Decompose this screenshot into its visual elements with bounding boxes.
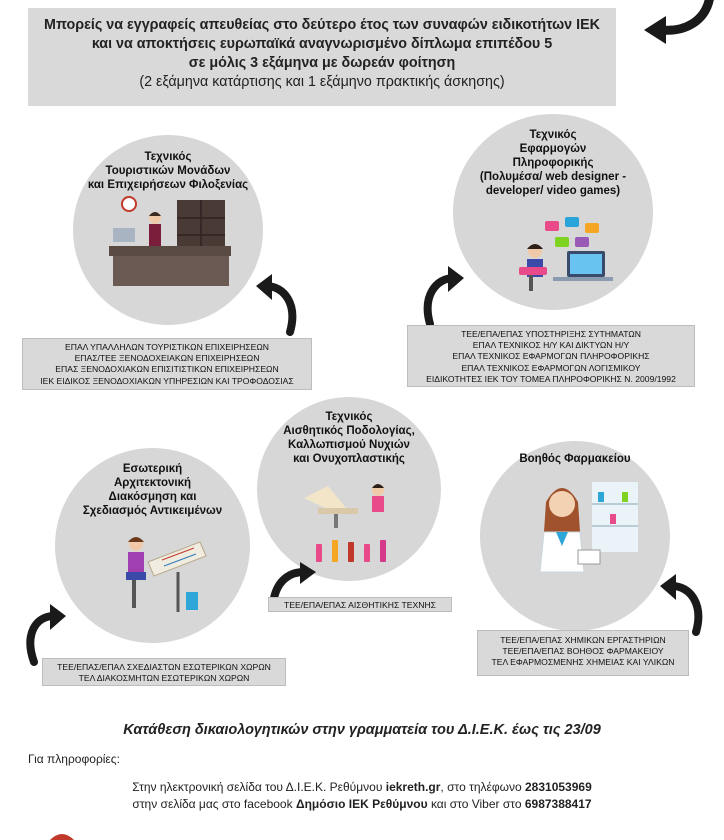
list-item: ΕΠΑΣ/ΤΕΕ ΞΕΝΟΔΟΧΕΙΑΚΩΝ ΕΠΙΧΕΙΡΗΣΕΩΝ <box>74 353 260 364</box>
list-item: ΕΠΑΛ ΤΕΧΝΙΚΟΣ Η/Υ ΚΑΙ ΔΙΚΤΥΩΝ Η/Υ <box>472 340 630 351</box>
hotel-reception-illustration <box>105 190 235 290</box>
list-item: ΤΕΛ ΕΦΑΡΜΟΣΜΕΝΗΣ ΧΗΜΕΙΑΣ ΚΑΙ ΥΛΙΚΩΝ <box>491 657 675 668</box>
interior-title-line: Διακόσμηση και <box>108 491 197 503</box>
tourism-title-line: και Επιχειρήσεων Φιλοξενίας <box>87 179 249 191</box>
pharmacy-list <box>477 630 689 676</box>
header-box <box>28 8 616 106</box>
curved-arrow-icon <box>268 562 318 602</box>
beauty-title <box>257 410 441 466</box>
it-title-line: developer/ video games) <box>485 185 621 197</box>
facebook-page-link[interactable]: Δημόσιο ΙΕΚ Ρεθύμνου <box>295 797 428 811</box>
list-item: ΤΕΕ/ΕΠΑΣ/ΕΠΑΛ ΣΧΕΔΙΑΣΤΩΝ ΕΣΩΤΕΡΙΚΩΝ ΧΩΡΩΝ <box>57 662 271 672</box>
list-item: ΕΠΑΛ ΤΕΧΝΙΚΟΣ ΕΦΑΡΜΟΓΩΝ ΠΛΗΡΟΦΟΡΙΚΗΣ <box>452 351 650 362</box>
list-item: ΕΠΑΛ ΤΕΧΝΙΚΟΣ ΕΦΑΡΜΟΓΩΝ ΛΟΓΙΣΜΙΚΟΥ <box>461 362 641 373</box>
header-line-4: (2 εξάμηνα κατάρτισης και 1 εξάμηνο πρακτικής άσκησης) <box>139 74 505 90</box>
interior-title <box>55 462 250 518</box>
interior-title-line: Σχεδιασμός Αντικειμένων <box>82 505 223 517</box>
beauty-title-line: και Ονυχοπλαστικής <box>293 453 405 465</box>
curved-arrow-icon <box>254 270 302 336</box>
beauty-title-line: Τεχνικός <box>325 411 373 423</box>
tourism-list <box>22 338 312 390</box>
header-line-3: σε μόλις 3 εξάμηνα με δωρεάν φοίτηση <box>188 55 456 71</box>
beauty-title-line: Καλλωπισμού Νυχιών <box>288 439 410 451</box>
interior-title-line: Αρχιτεκτονική <box>113 477 192 489</box>
it-title-line: (Πολυμέσα/ web designer - <box>479 171 627 183</box>
info-label: Για πληροφορίες: <box>28 752 120 766</box>
header-line-1: Μπορείς να εγγραφείς απευθείας στο δεύτερο έτος των συναφών ειδικοτήτων ΙΕΚ <box>44 17 600 33</box>
contact-line-2 <box>0 797 724 811</box>
list-item: ΕΙΔΙΚΟΤΗΤΕΣ ΙΕΚ ΤΟΥ ΤΟΜΕΑ ΠΛΗΡΟΦΟΡΙΚΗΣ Ν. 2009/1992 <box>426 373 676 384</box>
list-item: ΤΕΕ/ΕΠΑ/ΕΠΑΣ ΑΙΣΘΗΤΙΚΗΣ ΤΕΧΝΗΣ <box>284 600 436 610</box>
it-list <box>407 325 695 387</box>
beauty-list <box>268 597 452 612</box>
it-title <box>453 128 653 198</box>
pharmacy-title <box>480 452 670 466</box>
interior-title-line: Εσωτερική <box>122 463 183 475</box>
it-title-line: Εφαρμογών <box>519 143 587 155</box>
interior-list <box>42 658 286 686</box>
tourism-title-line: Τεχνικός <box>144 151 192 163</box>
list-item: ΙΕΚ ΕΙΔΙΚΟΣ ΞΕΝΟΔΟΧΙΑΚΩΝ ΥΠΗΡΕΣΙΩΝ ΚΑΙ ΤΡΟΦΟΔΟΣΙΑΣ <box>40 375 294 386</box>
list-item: ΤΕΛ ΔΙΑΚΟΣΜΗΤΩΝ ΕΣΩΤΕΡΙΚΩΝ ΧΩΡΩΝ <box>78 673 250 684</box>
website-link[interactable]: iekreth.gr <box>385 780 441 794</box>
tourism-title <box>73 150 263 192</box>
curved-arrow-icon <box>658 570 708 636</box>
beauty-title-line: Αισθητικός Ποδολογίας, <box>283 425 415 437</box>
contact-line-1 <box>0 780 724 794</box>
tourism-title-line: Τουριστικών Μονάδων <box>105 165 231 177</box>
nail-salon-illustration <box>298 468 408 568</box>
it-title-line: Τεχνικός <box>529 129 577 141</box>
phone-prefix: , στο τηλέφωνο <box>440 780 525 794</box>
pharmacist-illustration <box>522 472 642 582</box>
phone-number[interactable]: 2831053969 <box>525 780 592 794</box>
architect-desk-illustration <box>104 522 214 622</box>
list-item: ΤΕΕ/ΕΠΑ/ΕΠΑΣ ΥΠΟΣΤΗΡΙΞΗΣ ΣΥΤΗΜΑΤΩΝ <box>461 329 641 339</box>
facebook-prefix: στην σελίδα μας στο facebook <box>132 797 296 811</box>
viber-number[interactable]: 6987388417 <box>524 797 592 811</box>
deadline-text: Κατάθεση δικαιολογητικών στην γραμματεία του Δ.Ι.Ε.Κ. έως τις 23/09 <box>123 722 601 738</box>
web-prefix: Στην ηλεκτρονική σελίδα του Δ.Ι.Ε.Κ. Ρεθύμνου <box>132 780 386 794</box>
it-title-line: Πληροφορικής <box>512 157 594 169</box>
web-developer-illustration <box>505 215 615 295</box>
header-line-2: και να αποκτήσεις ευρωπαϊκά αναγνωρισμένο δίπλωμα επιπέδου 5 <box>91 36 553 52</box>
list-item: ΤΕΕ/ΕΠΑ/ΕΠΑΣ ΒΟΗΘΟΣ ΦΑΡΜΑΚΕΙΟΥ <box>502 646 664 657</box>
curved-arrow-icon <box>640 0 720 52</box>
pharmacy-title-line: Βοηθός Φαρμακείου <box>519 453 631 465</box>
curved-arrow-icon <box>20 600 68 666</box>
list-item: ΤΕΕ/ΕΠΑ/ΕΠΑΣ ΧΗΜΙΚΩΝ ΕΡΓΑΣΤΗΡΙΩΝ <box>500 635 666 645</box>
list-item: ΕΠΑΣ ΞΕΝΟΔΟΧΙΑΚΩΝ ΕΠΙΣΙΤΙΣΤΙΚΩΝ ΕΠΙΧΕΙΡΗΣΕΩΝ <box>55 364 279 375</box>
list-item: ΕΠΑΛ ΥΠΑΛΛΗΛΩΝ ΤΟΥΡΙΣΤΙΚΩΝ ΕΠΙΧΕΙΡΗΣΕΩΝ <box>65 342 269 352</box>
logo-fragment-icon <box>42 828 82 840</box>
viber-prefix: και στο Viber στο <box>427 797 525 811</box>
curved-arrow-icon <box>418 262 466 328</box>
